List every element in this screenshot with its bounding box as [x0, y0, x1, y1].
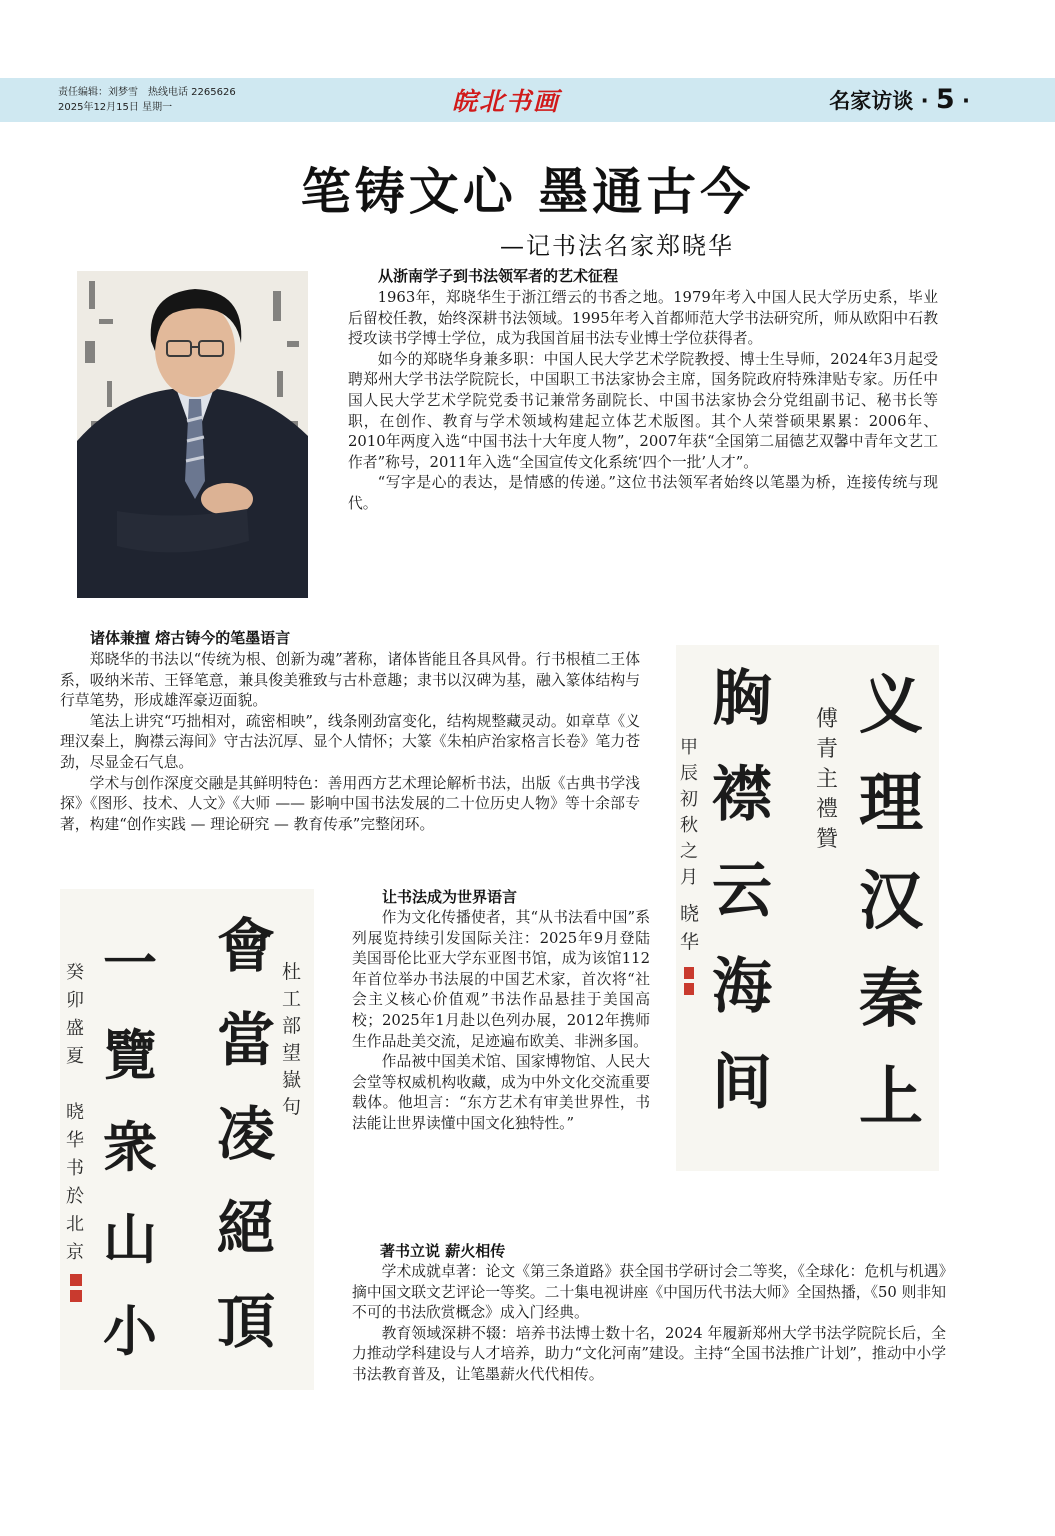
section-heading: 诸体兼擅 熔古铸今的笔墨语言 [90, 629, 291, 647]
separator-dot: · [913, 89, 936, 113]
seal-stamp [70, 1274, 82, 1286]
section-body [352, 1262, 946, 1386]
paragraph: 作为文化传播使者，其“从书法看中国”系列展览持续引发国际关注：2025年9月登陆美国哥伦比亚大学东亚图书馆，成为该馆112年首位举办书法展的中国艺术家，首次将“社会主义核心价值观”书法作品悬挂于美国高校；2025年1月赴以色列办展，2012年携师生作品赴美交流，足迹遍布欧美、非洲多国。 [352, 909, 650, 1050]
paragraph: “写字是心的表达，是情感的传递。”这位书法领军者始终以笔墨为桥，连接传统与现代。 [348, 474, 938, 512]
paragraph: 学术成就卓著：论文《第三条道路》获全国书学研讨会二等奖，《全球化：危机与机遇》摘中国文联文艺评论一等奖。二十集电视讲座《中国历代书法大师》全国热播，《50 则非知不可的书法欣赏概念》成入门经典。 [352, 1263, 946, 1322]
section-body [352, 908, 650, 1135]
calligraphy-main-column: 胸襟云海间 [712, 664, 772, 1118]
calligraphy-inscription: 癸卯盛夏 [66, 962, 84, 1067]
section-heading: 让书法成为世界语言 [382, 888, 518, 906]
page-number: 5 [935, 84, 955, 115]
paragraph: 学术与创作深度交融是其鲜明特色：善用西方艺术理论解析书法，出版《古典书学浅探》《图形、技术、人文》《大师 —— 影响中国书法发展的二十位历史人物》等十余部专著，构建“创作实践 — 理论研究 — 教育传承”完整闭环。 [60, 774, 640, 833]
paragraph: 郑晓华的书法以“传统为根、创新为魂”著称，诸体皆能且各具风骨。行书根植二王体系，吸纳米芾、王铎笔意，兼具俊美雅致与古朴意趣；隶书以汉碑为基，融入篆体结构与行草笔势，形成雄浑豪迈面貌。 [60, 651, 640, 710]
paragraph: 教育领域深耕不辍：培养书法博士数十名，2024 年履新郑州大学书法学院院长后，全力推动学科建设与人才培养，助力“文化河南”建设。主持“全国书法推广计划”，推动中小学书法教育普及，让笔墨薪火代代相传。 [352, 1324, 946, 1383]
article-subtitle: —记书法名家郑晓华 [500, 232, 734, 260]
newspaper-logo: 皖北书画 [451, 87, 560, 116]
section-name: 名家访谈 [829, 89, 914, 113]
article-title: 笔铸文心 墨通古今 [300, 162, 755, 221]
section-body [60, 650, 640, 835]
paragraph: 1963年，郑晓华生于浙江缙云的书香之地。1979年考入中国人民大学历史系，毕业后留校任教，始终深耕书法领域。1995年考入首都师范大学书法研究所，师从欧阳中石教授攻读书学博士学位，成为我国首届书法专业博士学位获得者。 [348, 289, 938, 348]
paragraph: 作品被中国美术馆、国家博物馆、人民大会堂等权威机构收藏，成为中外文化交流重要载体。他坦言：“东方艺术有审美世界性，书法能让世界读懂中国文化独特性。” [352, 1053, 650, 1132]
calligraphy-signature: 晓华书於北京 [66, 1102, 84, 1263]
portrait-illustration [77, 271, 308, 598]
calligraphy-signature: 晓华 [680, 903, 700, 953]
section-heading: 著书立说 薪火相传 [380, 1242, 506, 1260]
calligraphy-artwork-left [60, 889, 314, 1390]
seal-stamp [684, 983, 694, 995]
separator-dot: · [954, 89, 970, 113]
seal-stamp [70, 1290, 82, 1302]
section-body [348, 288, 938, 515]
calligraphy-artwork-right [676, 645, 939, 1171]
calligraphy-inscription: 杜工部望嶽句 [282, 961, 302, 1118]
editor-line: 责任编辑：刘梦雪 热线电话 2265626 [58, 87, 236, 98]
calligraphy-inscription: 甲辰初秋之月 [680, 737, 698, 888]
section-heading: 从浙南学子到书法领军者的艺术征程 [378, 267, 619, 285]
portrait-photo [77, 271, 308, 598]
calligraphy-main-column: 會當凌絕頂 [216, 912, 275, 1356]
calligraphy-main-column: 义理汉秦上 [859, 668, 923, 1135]
calligraphy-main-column: 一覽衆山小 [103, 931, 157, 1363]
date-line: 2025年12月15日 星期一 [58, 102, 173, 113]
section-label [790, 84, 970, 115]
paragraph: 如今的郑晓华身兼多职：中国人民大学艺术学院教授、博士生导师，2024年3月起受聘郑州大学书法学院院长，中国职工书法家协会主席，国务院政府特殊津贴专家。历任中国人民大学艺术学院党委书记兼常务副院长、中国书法家协会分党组副书记、秘书长等职，在创作、教育与学术领域构建起立体艺术版图。其个人荣誉硕果累累：2006年、2010年两度入选“中国书法十大年度人物”，2007年获“全国第二届德艺双馨中青年文艺工作者”称号，2011年入选“全国宣传文化系统‘四个一批’人才”。 [348, 350, 938, 471]
calligraphy-inscription: 傅青主禮贊 [816, 707, 839, 852]
paragraph: 笔法上讲究“巧拙相对，疏密相映”，线条刚劲富变化，结构规整藏灵动。如章草《义理汉秦上，胸襟云海间》守古法沉厚、显个人情怀；大篆《朱柏庐治家格言长卷》笔力苍劲，尽显金石气息。 [60, 712, 640, 771]
seal-stamp [684, 967, 694, 979]
